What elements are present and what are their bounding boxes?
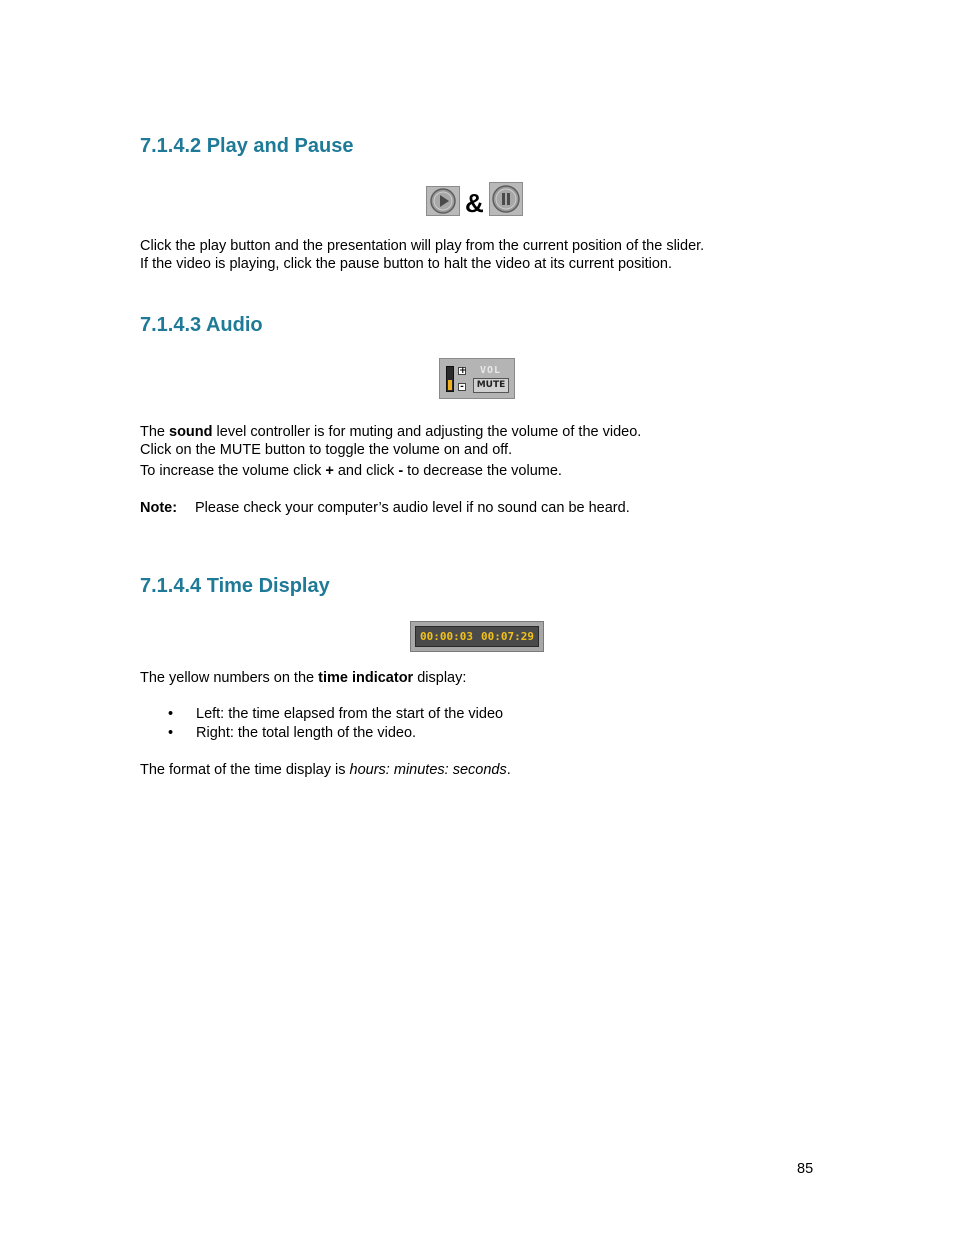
mute-button-image: MUTE: [473, 378, 509, 393]
section-heading-time-display: 7.1.4.4 Time Display: [140, 575, 330, 597]
audio-controller-image: [439, 358, 515, 399]
time-intro: [140, 669, 466, 687]
elapsed-time: 00:00:03: [420, 630, 473, 643]
vol-label: VOL: [480, 365, 502, 376]
list-item: • Left: the time elapsed from the start of the video: [140, 705, 503, 724]
time-indicator-screen: [415, 626, 539, 647]
play-paragraph-line-2: If the video is playing, click the pause button to halt the video at its current position.: [140, 256, 672, 272]
ampersand: &: [465, 188, 484, 218]
play-button-image: [426, 186, 460, 216]
play-icon: [430, 188, 456, 214]
text-run: .: [506, 762, 511, 778]
sound-bold-text: sound: [169, 424, 213, 440]
pause-icon: [491, 184, 521, 214]
text-run: display:: [413, 670, 467, 686]
audio-note: [140, 499, 630, 517]
volume-level-fill: [448, 380, 452, 390]
volume-level-bar: [446, 366, 454, 392]
list-item: • Right: the total length of the video.: [140, 724, 503, 743]
plus-symbol: +: [325, 463, 334, 479]
audio-paragraph-line-2: Click on the MUTE button to toggle the volume on and off.: [140, 442, 513, 458]
volume-minus-icon: -: [458, 383, 466, 391]
text-run: level controller is for muting and adjusting the volume of the video.: [212, 424, 642, 440]
page-number: 85: [797, 1161, 814, 1177]
time-format-paragraph: [140, 761, 511, 779]
text-run: to decrease the volume.: [403, 463, 562, 479]
note-label: Note:: [140, 500, 178, 516]
play-paragraph-line-1: Click the play button and the presentation will play from the current position of the slider.: [140, 238, 705, 254]
pause-button-image: [489, 182, 523, 216]
note-text: Please check your computer’s audio level if no sound can be heard.: [195, 500, 630, 516]
text-run: To increase the volume click: [140, 463, 326, 479]
text-run: and click: [333, 463, 399, 479]
time-bullet-list: [140, 705, 503, 743]
text-run: The: [140, 424, 170, 440]
audio-paragraph-line-1: [140, 423, 641, 441]
section-heading-audio: 7.1.4.3 Audio: [140, 314, 263, 336]
format-italic-text: hours: minutes: seconds: [349, 762, 507, 778]
time-indicator-image: [410, 621, 544, 652]
audio-paragraph-line-3: [140, 462, 562, 480]
play-pause-icons: [426, 180, 523, 216]
volume-plus-icon: +: [459, 366, 467, 376]
text-run: The format of the time display is: [140, 762, 350, 778]
minus-symbol: -: [398, 463, 404, 479]
total-time: 00:07:29: [481, 630, 534, 643]
time-indicator-bold-text: time indicator: [318, 670, 414, 686]
section-heading-play-pause: 7.1.4.2 Play and Pause: [140, 135, 354, 157]
text-run: The yellow numbers on the: [140, 670, 319, 686]
